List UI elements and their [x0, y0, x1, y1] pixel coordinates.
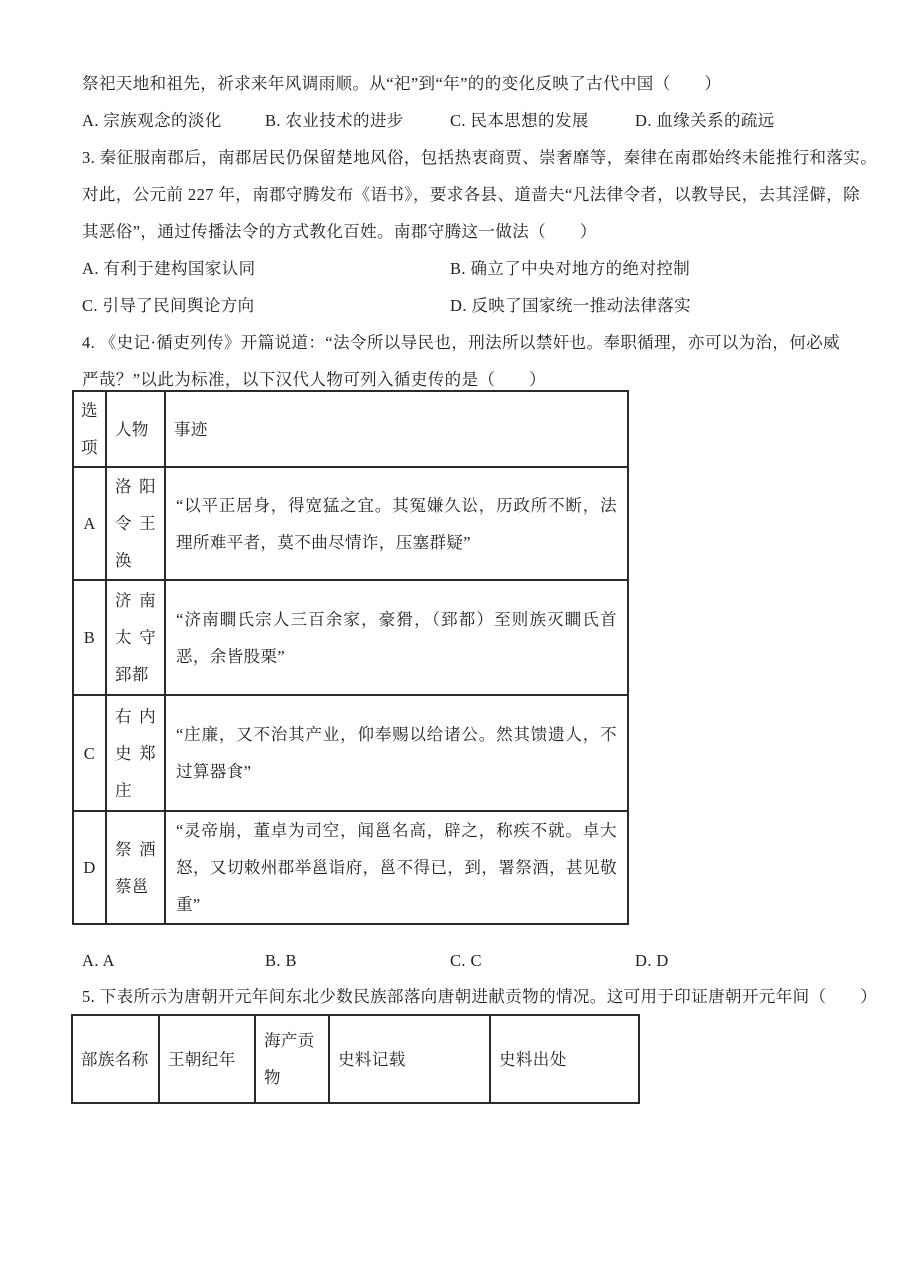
row-b-option: B: [73, 580, 106, 695]
question-2-option-c: C. 民本思想的发展: [450, 111, 589, 130]
row-a-option: A: [73, 467, 106, 580]
row-d-option: D: [73, 811, 106, 924]
header-cell-dynasty-year: 王朝纪年: [159, 1015, 255, 1103]
row-d-deed: “灵帝崩，董卓为司空，闻邕名高，辟之，称疾不就。卓大怒，又切敕州郡举邕诣府，邕不得已，到，署祭酒，甚见敬重”: [165, 811, 628, 924]
question-2-option-a: A. 宗族观念的淡化: [82, 111, 222, 130]
table-header-row: [72, 1015, 639, 1103]
question-4-answer-a: A. A: [82, 951, 115, 970]
header-cell-option: 选项: [73, 391, 106, 467]
question-2-option-b: B. 农业技术的进步: [265, 111, 404, 130]
question-3-stem-line-1: 3. 秦征服南郡后，南郡居民仍保留楚地风俗，包括热衷商贾、崇奢靡等，秦律在南郡始终未能推行和落实。: [82, 148, 878, 167]
header-cell-marine-tribute: 海产贡物: [255, 1015, 329, 1103]
question-3-option-c: C. 引导了民间舆论方向: [82, 296, 255, 315]
header-cell-deed: 事迹: [165, 391, 628, 467]
question-3-option-a: A. 有利于建构国家认同: [82, 259, 256, 278]
question-4-stem-line-2: 严哉？”以此为标准，以下汉代人物可列入循吏传的是（ ）: [82, 370, 547, 389]
question-4-table: [72, 390, 629, 925]
question-4-answer-b: B. B: [265, 951, 297, 970]
question-5-stem: 5. 下表所示为唐朝开元年间东北少数民族部落向唐朝进献贡物的情况。这可用于印证唐朝开元年间（ ）: [82, 987, 878, 1006]
question-4-answer-c: C. C: [450, 951, 482, 970]
question-3-stem-line-3: 其恶俗”，通过传播法令的方式教化百姓。南郡守腾这一做法（ ）: [82, 222, 597, 241]
row-a-person: 洛阳令王涣: [106, 467, 165, 580]
header-cell-historical-record: 史料记载: [329, 1015, 490, 1103]
row-b-person: 济南太守郅都: [106, 580, 165, 695]
header-cell-person: 人物: [106, 391, 165, 467]
question-4-answer-d: D. D: [635, 951, 669, 970]
question-3-stem-line-2: 对此，公元前 227 年，南郡守腾发布《语书》，要求各县、道啬夫“凡法律令者，以教导民，去其淫僻，除: [82, 185, 861, 204]
table-row: [73, 811, 628, 924]
table-header-row: [73, 391, 628, 467]
table-row: [73, 695, 628, 811]
row-b-deed: “济南瞷氏宗人三百余家，豪猾，（郅都）至则族灭瞷氏首恶，余皆股栗”: [165, 580, 628, 695]
table-row: [73, 467, 628, 580]
row-c-deed: “庄廉，又不治其产业，仰奉赐以给诸公。然其馈遗人，不过算器食”: [165, 695, 628, 811]
question-2-stem: 祭祀天地和祖先，祈求来年风调雨顺。从“祀”到“年”的的变化反映了古代中国（ ）: [82, 74, 722, 93]
row-c-person: 右内史郑庄: [106, 695, 165, 811]
question-4-stem-line-1: 4. 《史记·循吏列传》开篇说道：“法令所以导民也，刑法所以禁奸也。奉职循理，亦可以为治，何必威: [82, 333, 841, 352]
header-cell-tribe-name: 部族名称: [72, 1015, 159, 1103]
question-2-option-d: D. 血缘关系的疏远: [635, 111, 775, 130]
row-d-person: 祭酒蔡邕: [106, 811, 165, 924]
table-row: [73, 580, 628, 695]
question-3-option-d: D. 反映了国家统一推动法律落实: [450, 296, 692, 315]
question-5-table: [71, 1014, 640, 1104]
row-c-option: C: [73, 695, 106, 811]
question-3-option-b: B. 确立了中央对地方的绝对控制: [450, 259, 691, 278]
header-cell-record-source: 史料出处: [490, 1015, 639, 1103]
row-a-deed: “以平正居身，得宽猛之宜。其冤嫌久讼，历政所不断，法理所难平者，莫不曲尽情诈，压塞群疑”: [165, 467, 628, 580]
